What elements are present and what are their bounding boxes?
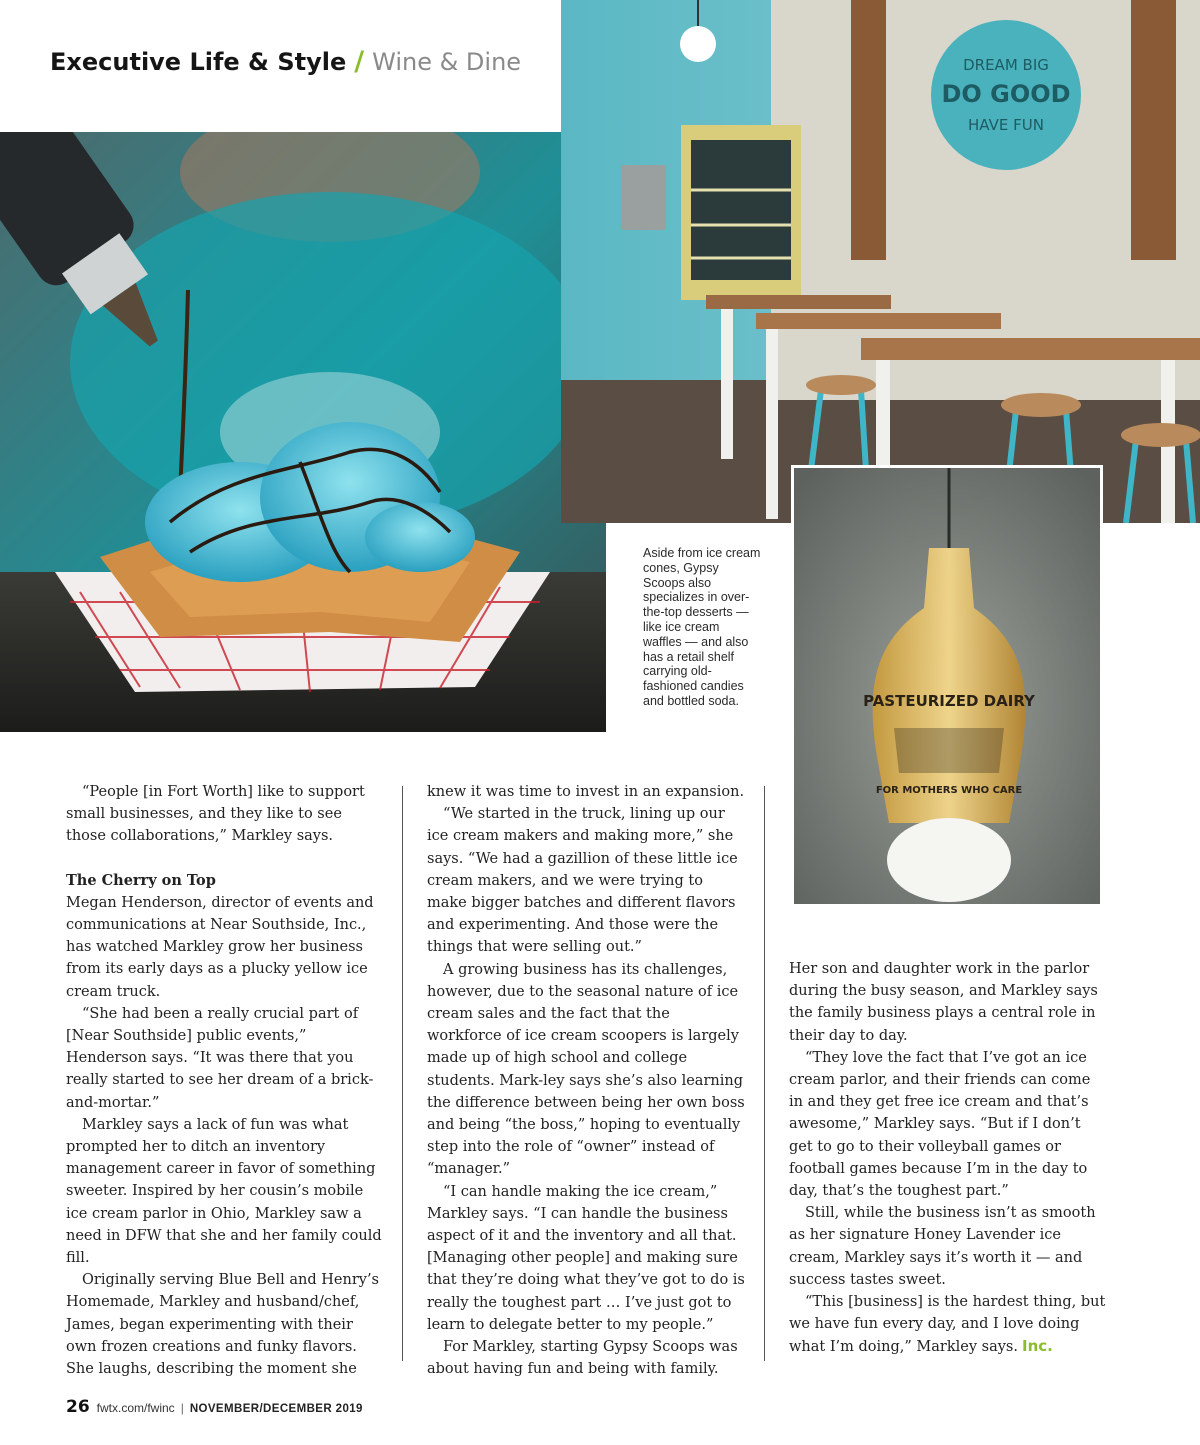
page-footer	[66, 1397, 363, 1417]
svg-text:PASTEURIZED DAIRY: PASTEURIZED DAIRY	[863, 692, 1035, 710]
paragraph: “We started in the truck, lining up our ice cream makers and making more,” she says. “We had a gazillion of these little ice cream makers, and we were trying to make bigger batches and different flavors and experimenting. And those were the things that were selling out.”	[427, 806, 738, 956]
svg-text:FOR MOTHERS WHO CARE: FOR MOTHERS WHO CARE	[875, 785, 1023, 796]
svg-text:DREAM BIG: DREAM BIG	[963, 56, 1049, 74]
paragraph	[789, 1291, 1107, 1359]
header-slash: /	[354, 46, 365, 77]
column-divider	[764, 786, 765, 1361]
subheading: The Cherry on Top	[66, 871, 216, 889]
svg-text:HAVE FUN: HAVE FUN	[968, 116, 1044, 134]
paragraph: For Markley, starting Gypsy Scoops was about having fun and being with family.	[427, 1339, 738, 1378]
paragraph: “People [in Fort Worth] like to support small businesses, and they like to see those collaborations,” Markley says.	[66, 784, 365, 845]
svg-text:DO GOOD: DO GOOD	[941, 80, 1071, 108]
page-number: 26	[66, 1397, 90, 1417]
paragraph: knew it was time to invest in an expansion.	[427, 784, 745, 800]
article-column-2	[427, 781, 745, 1380]
section-header	[50, 46, 521, 86]
closing-quote: “This [business] is the hardest thing, but we have fun every day, and I love doing what I’m doing,” Markley says.	[789, 1294, 1106, 1356]
paragraph: A growing business has its challenges, however, due to the seasonal nature of ice cream sales and the fact that the workforce of ice cream scoopers is largely made up of high school and college students. Mark-ley says she’s also learning the difference between being her own boss and being “the boss,” hoping to eventually step into the role of “owner” instead of “manager.”	[427, 961, 745, 1178]
waffle-photo	[0, 132, 606, 732]
paragraph: Markley says a lack of fun was what prompted her to ditch an inventory management career in favor of something sweeter. Inspired by her cousin’s mobile ice cream parlor in Ohio, Markley saw a need in DFW that she and her family could fill.	[66, 1116, 382, 1267]
interior-photo	[561, 0, 1200, 523]
site-url[interactable]: fwtx.com/fwinc	[96, 1401, 175, 1415]
section-title: Executive Life & Style	[50, 48, 347, 76]
paragraph: Her son and daughter work in the parlor during the busy season, and Markley says the family business plays a central role in their day to day.	[789, 961, 1098, 1044]
paragraph: Megan Henderson, director of events and communications at Near Southside, Inc., has watched Markley grow her business from its early days as a plucky yellow ice cream truck.	[66, 894, 374, 1000]
issue-date: NOVEMBER/DECEMBER 2019	[189, 1403, 363, 1415]
paragraph: “I can handle making the ice cream,” Markley says. “I can handle the business aspect of it and the inventory and all that. [Managing other people] and making sure that they’re doing what they’ve got to do is really the toughest part … I’ve just got to learn to delegate better to my people.”	[427, 1183, 745, 1333]
photo-caption: Aside from ice cream cones, Gypsy Scoops also specializes in over-the-top desserts — like ice cream waffles — and also has a retail shelf carrying old-fashioned candies and bottled soda.	[643, 546, 761, 708]
footer-separator: |	[180, 1401, 184, 1415]
paragraph: “They love the fact that I’ve got an ice cream parlor, and their friends can come in and they get free ice cream and that’s awesome,” Markley says. “But if I don’t get to go to their volleyball games or football games because I’m in the day to day, that’s the toughest part.”	[789, 1049, 1091, 1200]
article-column-1	[66, 781, 384, 1380]
bottle-lamp-photo	[791, 465, 1103, 907]
column-divider	[402, 786, 403, 1361]
paragraph: “She had been a really crucial part of [Near Southside] public events,” Henderson says. “It was there that you really started to see her dream of a brick-and-mortar.”	[66, 1005, 374, 1111]
subsection-title: Wine & Dine	[372, 48, 522, 76]
end-mark: Inc.	[1021, 1337, 1053, 1356]
article-column-3	[789, 958, 1107, 1359]
paragraph: Originally serving Blue Bell and Henry’s Homemade, Markley and husband/chef, James, began experimenting with their own frozen creations and funky flavors. She laughs, describing the moment she	[66, 1272, 380, 1378]
paragraph: Still, while the business isn’t as smooth as her signature Honey Lavender ice cream, Markley says it’s worth it — and success tastes sweet.	[789, 1205, 1096, 1288]
